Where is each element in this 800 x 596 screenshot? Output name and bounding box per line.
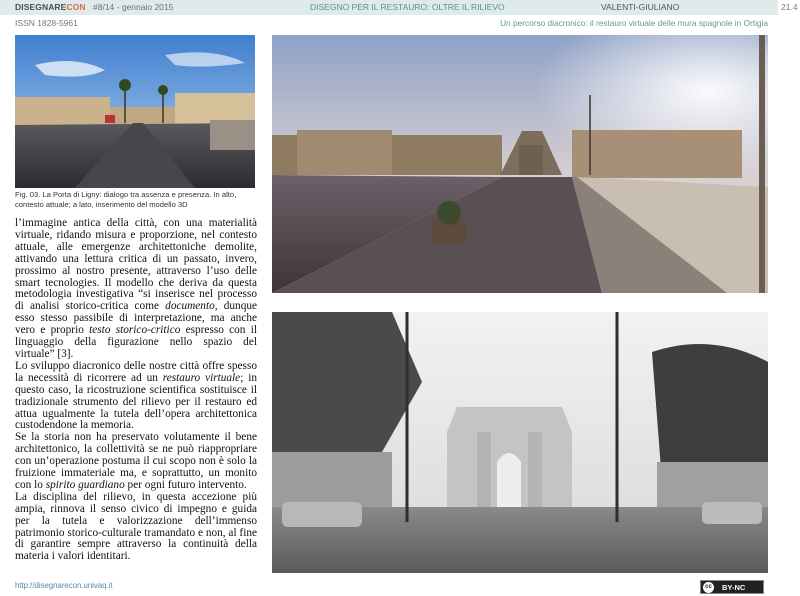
journal-url-link[interactable]: http://disegnarecon.univaq.it <box>15 581 113 590</box>
porta-ligny-3d-model-photo <box>272 312 768 573</box>
page-number: 21.4 <box>781 2 798 12</box>
article-subtitle: Un percorso diacronico: il restauro virtuale delle mura spagnole in Ortigia <box>500 18 768 28</box>
authors-label: VALENTI-GIULIANO <box>601 2 680 12</box>
license-badge[interactable] <box>700 580 764 594</box>
paragraph: Se la storia non ha preservato volutamente il bene architettonico, la collettività se ne può riappropriare con un’operazione postuma il cui scopo non è solo la fruizione immateriale ma, e soprattutto, un monito con lo spirito guardiano per ogni futuro intervento. <box>15 431 257 491</box>
figure-caption: Fig. 03. La Porta di Ligny: dialogo tra assenza e presenza. In alto, contesto attuale; a lato, inserimento del modello 3D <box>15 190 237 209</box>
body-text <box>15 218 257 563</box>
paragraph: l’immagine antica della città, con una materialità virtuale, ridando misura e proporzione, nel contesto attuale, alle emergenze architettoniche demolite, attivando una lettura critica di un passato, invero, prossimo al nostro presente, attraverso l’uso delle smart tecnologies. Il modello che deriva da questa metodologia investigativa “si inserisce nel processo di analisi storico-critica come documento, dunque esso stesso passibile di interpretazione, ma anche vero e proprio testo storico-critico espresso con il linguaggio della figurazione nello spazio del virtuale” [3]. <box>15 217 258 360</box>
paragraph: La disciplina del rilievo, in questa accezione più ampia, rinnova il senso civico di impegno e guida per la tutela e valorizzazione dell’immenso patrimonio storico-culturale tramandato e non, al fine di garantire sempre attraverso la continuità della materia i valori identitari. <box>15 490 257 563</box>
paragraph: Lo sviluppo diacronico delle nostre città offre spesso la necessità di ricorrere ad un restauro virtuale; in questo caso, la ricostruzione scientifica sostituisce il tradizionale strumento del rilievo per il restauro ed attua ugualmente la tutela dell’opera architettonica custodendone la memoria. <box>15 359 257 432</box>
section-title: DISEGNO PER IL RESTAURO: OLTRE IL RILIEVO <box>310 2 505 12</box>
journal-brand: DISEGNARECON <box>15 2 86 12</box>
issn-label: ISSN 1828-5961 <box>15 18 78 28</box>
street-photo <box>15 35 255 188</box>
cc-icon: cc <box>703 582 714 593</box>
porta-ligny-current-photo <box>272 35 768 293</box>
issue-label: #8/14 - gennaio 2015 <box>93 2 174 12</box>
license-label: BY-NC <box>722 582 746 592</box>
